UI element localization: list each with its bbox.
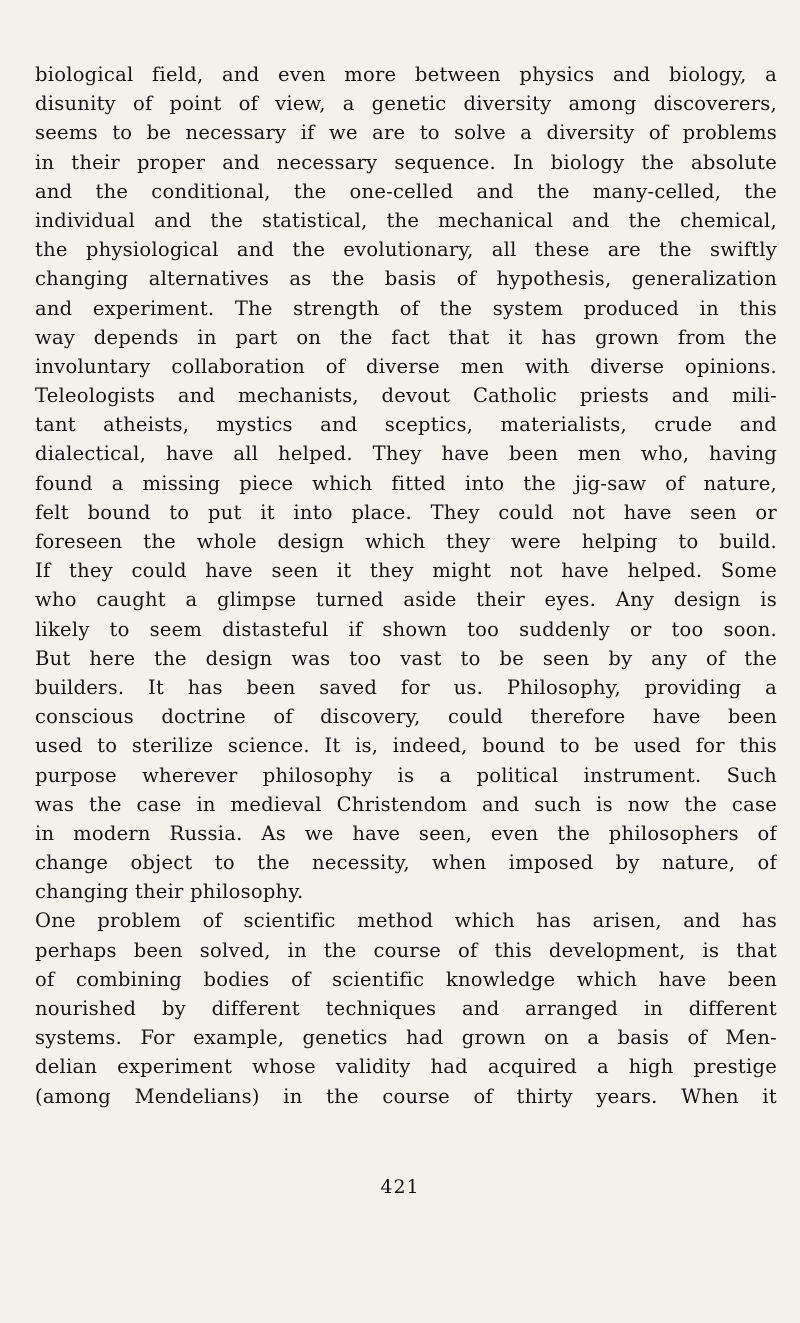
text-line: Teleologists and mechanists, devout Catholic priests and mili- — [35, 384, 777, 408]
text-line: the physiological and the evolutionary, all these are the swiftly — [35, 238, 777, 262]
text-line: change object to the necessity, when imposed by nature, of — [35, 851, 777, 875]
text-line: in their proper and necessary sequence. In biology the absolute — [35, 150, 777, 174]
text-line: builders. It has been saved for us. Philosophy, providing a — [35, 675, 777, 699]
text-line: felt bound to put it into place. They could not have seen or — [35, 500, 777, 524]
text-line: seems to be necessary if we are to solve a diversity of problems — [35, 121, 777, 145]
text-line: used to sterilize science. It is, indeed, bound to be used for this — [35, 734, 777, 758]
text-line: individual and the statistical, the mechanical and the chemical, — [35, 208, 777, 232]
text-line: and experiment. The strength of the system produced in this — [35, 296, 777, 320]
page-number: 421 — [380, 1176, 420, 1198]
text-line: changing alternatives as the basis of hypothesis, generalization — [35, 267, 777, 291]
text-line: and the conditional, the one-celled and the many-celled, the — [35, 179, 777, 203]
text-line: of combining bodies of scientific knowledge which have been — [35, 967, 777, 991]
text-line: biological field, and even more between physics and biology, a — [35, 63, 777, 86]
text-line: conscious doctrine of discovery, could therefore have been — [35, 705, 777, 729]
text-line: in modern Russia. As we have seen, even the philosophers of — [35, 821, 777, 845]
text-line: found a missing piece which fitted into the jig-saw of nature, — [35, 471, 777, 495]
text-line: delian experiment whose validity had acquired a high prestige — [35, 1055, 777, 1079]
text-line: perhaps been solved, in the course of this development, is that — [35, 938, 777, 962]
text-line: way depends in part on the fact that it has grown from the — [35, 325, 777, 349]
text-line-paragraph-start: One problem of scientific method which has arisen, and has — [35, 909, 777, 933]
text-line: dialectical, have all helped. They have been men who, having — [35, 442, 777, 466]
page-text-block — [35, 60, 777, 1111]
text-line: systems. For example, genetics had grown on a basis of Men- — [35, 1026, 777, 1050]
text-line: (among Mendelians) in the course of thirty years. When it — [35, 1084, 777, 1108]
text-line: involuntary collaboration of diverse men with diverse opinions. — [35, 354, 777, 378]
text-line: likely to seem distasteful if shown too suddenly or too soon. — [35, 617, 777, 641]
text-line: foreseen the whole design which they were helping to build. — [35, 530, 777, 553]
text-line: purpose wherever philosophy is a political instrument. Such — [35, 763, 777, 787]
text-line: was the case in medieval Christendom and such is now the case — [35, 792, 777, 816]
text-line: If they could have seen it they might not have helped. Some — [35, 559, 777, 583]
text-line: who caught a glimpse turned aside their eyes. Any design is — [35, 588, 777, 612]
text-line: But here the design was too vast to be seen by any of the — [35, 646, 777, 670]
text-line: tant atheists, mystics and sceptics, materialists, crude and — [35, 413, 777, 437]
text-line: disunity of point of view, a genetic diversity among discoverers, — [35, 92, 777, 116]
text-line-paragraph-end: changing their philosophy. — [35, 880, 304, 904]
text-line: nourished by different techniques and arranged in different — [35, 997, 777, 1020]
